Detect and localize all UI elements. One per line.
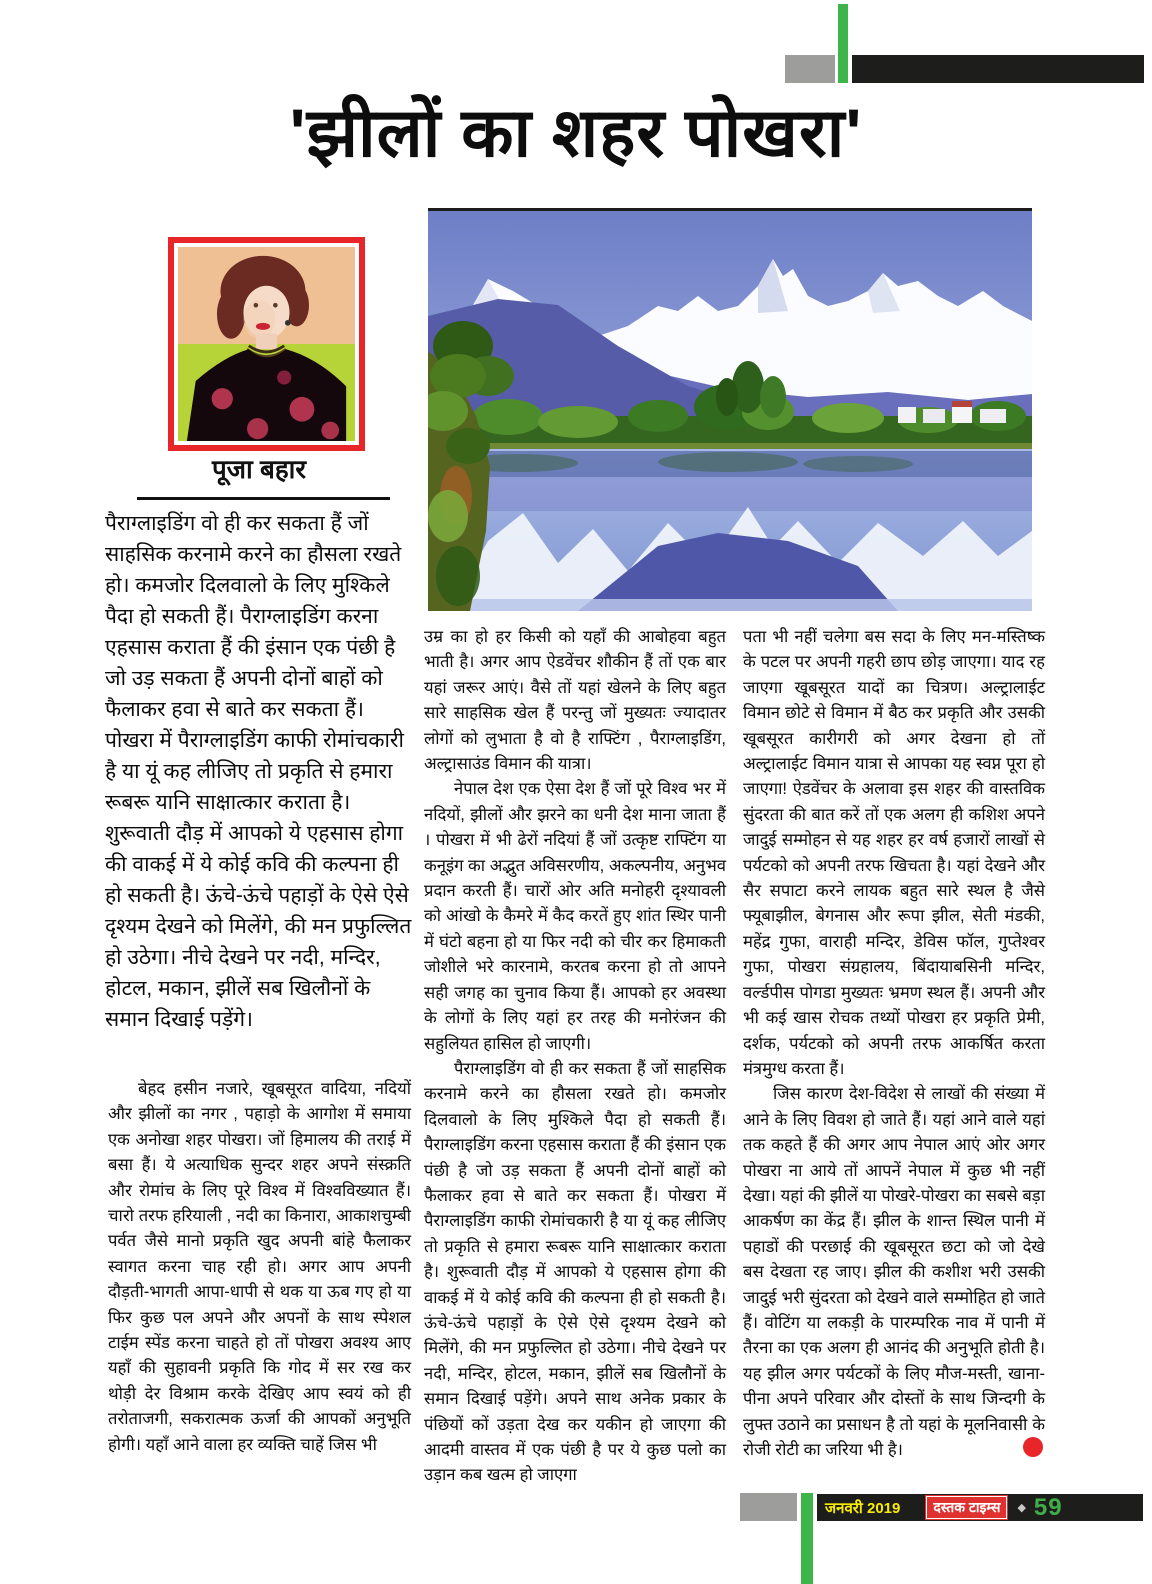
hero-photo — [428, 208, 1032, 611]
top-gray-block — [785, 55, 835, 83]
footer-date: जनवरी 2019 — [825, 1499, 901, 1517]
mountain-lake-illustration — [428, 211, 1032, 611]
paragraph: नेपाल देश एक ऐसा देश हैं जों पूरे विश्व भर में नदियों, झीलों और झरने का धनी देश माना जाता हैं । पोखरा में भी ढेरों नदियां हैं जों उत्कृष्ट राफ्टिंग या कनूइंग का अद्भुत अविसरणीय, अकल्पनीय, अनुभव प्रदान करती हैं। चारों ओर अति मनोहरी दृश्यावली को आंखो के कैमरे में कैद करतें हुए शांत स्थिर पानी में घंटो बहना हो या फिर नदी को चीर कर हिमाकती जोशीले भरे कारनामे, करतब करना हो तो आपने सही जगह का चुनाव किया हैं। आपको हर अवस्था के लोगों के लिए यहां हर तरह की मनोरंजन की सहुलियत हासिल हो जाएगी। — [424, 779, 726, 1053]
paragraph: उम्र का हो हर किसी को यहाँ की आबोहवा बहुत भाती है। अगर आप ऐडवेंचर शौकीन हैं तों एक बार यहां जरूर आएं। वैसे तों यहां खेलने के लिए बहुत सारे साहसिक खेल हैं परन्तु जों मुख्यतः ज्यादातर लोगों को लुभाता है वो है राफ्टिंग , पैराग्लाइडिंग, अल्ट्रासाउंड विमान की यात्रा। — [424, 627, 726, 774]
magazine-logo: दस्तक टाइम्स — [926, 1496, 1007, 1518]
column-left — [108, 1076, 411, 1457]
paragraph: जिस कारण देश-विदेश से लाखों की संख्या में आने के लिए विवश हो जाते हैं। यहां आने वाले यहां तक कहते हैं की अगर आप नेपाल आएं ओर अगर पोखरा ना आये तों आपनें नेपाल में कुछ भी नहीं देखा। यहां की झीलें या पोखरे-पोखरा का सबसे बड़ा आकर्षण का केंद्र हैं। झील के शान्त स्थिल पानी में पहाडों की परछाई की खूबसूरत छटा को जो देखे बस देखता रह जाए। झील की कशीश भरी उसकी जादुई भरी सुंदरता को देखने वाले सम्मोहित हो जाते हैं। वोटिंग या लकड़ी के पारम्परिक नाव में पानी में तैरना का एक अलग ही आनंद की अनुभूति होती है। यह झील अगर पर्यटकों के लिए मौज-मस्ती, खाना-पीना अपने परिवार और दोस्तों के साथ जिन्दगी के लुफ्त उठाने का प्रसाधन है तो यहां के मूलनिवासी के रोजी रोटी का जरिया भी है। — [743, 1084, 1045, 1459]
footer-green-bar — [801, 1493, 813, 1584]
column-middle — [424, 624, 726, 1488]
paragraph: पैराग्लाइडिंग वो ही कर सकता हैं जों साहसिक करनामे करने का हौसला रखते हो। कमजोर दिलवालो के लिए मुश्किले पैदा हो सकती हैं। पैराग्लाइडिंग करना एहसास कराता हैं की इंसान एक पंछी है जो उड़ सकता हैं अपनी दोनों बाहों को फैलाकर हवा से बाते कर सकता हैं। पोखरा में पैराग्लाइडिंग काफी रोमांचकारी है या यूं कह लीजिए तो प्रकृति से हमारा रूबरू यानि साक्षात्कार कराता है। शुरूवाती दौड़ में आपको ये एहसास होगा की वाकई में ये कोई कवि की कल्पना ही हो सकती है। ऊंचे-ऊंचे पहाड़ों के ऐसे ऐसे दृश्यम देखने को मिलेंगे, की मन प्रफुल्लित हो उठेगा। नीचे देखने पर नदी, मन्दिर, होटल, मकान, झीलें सब खिलौनों के समान दिखाई पड़ेंगे। अपने साथ अनेक प्रकार के पंछियों कों उड़ता देख कर यकीन हो जाएगा की आदमी वास्तव में एक पंछी है पर ये कुछ पलो का उड़ान कब खत्म हो जाएगा — [424, 1058, 727, 1485]
author-photo — [168, 237, 365, 451]
article-end-mark — [1023, 1437, 1043, 1457]
page-title: 'झीलों का शहर पोखरा' — [289, 95, 863, 171]
author-name: पूजा बहार — [211, 454, 307, 484]
author-divider — [137, 497, 390, 500]
paragraph: बेहद हसीन नजारे, खूबसूरत वादिया, नदियों और झीलों का नगर , पहाड़ो के आगोश में समाया एक अनोखा शहर पोखरा। जों हिमालय की तराई में बसा हैं। ये अत्याधिक सुन्दर शहर अपने संस्क्रति और रोमांच के लिए पूरे विश्व में विश्वविख्यात हैं। चारो तरफ हरियाली , नदी का किनारा, आकाशचुम्बी पर्वत जैसे मानो प्रकृति खुद अपनी बांहे फैलाकर स्वागत करना चाह रही हो। अगर आप अपनी दौड़ती-भागती आपा-धापी से थक या ऊब गए हो या फिर कुछ पल अपने और अपनों के साथ स्पेशल टाईम स्पेंड करना चाहते हो तों पोखरा अवश्य आए यहाँ की सुहावनी प्रकृति कि गोद में सर रख कर थोड़ी देर विश्राम करके देखिए आप स्वयं को ही तरोताजगी, सकरात्मक ऊर्जा की आपकों अनुभूति होगी। यहाँ आने वाला हर व्यक्ति चाहें जिस भी — [108, 1079, 411, 1454]
column-right — [743, 624, 1045, 1462]
top-green-bar — [838, 4, 848, 83]
article-intro: पैराग्लाइडिंग वो ही कर सकता हैं जों साहसिक करनामे करने का हौसला रखते हो। कमजोर दिलवालो के लिए मुश्किले पैदा हो सकती हैं। पैराग्लाइडिंग करना एहसास कराता हैं की इंसान एक पंछी है जो उड़ सकता हैं अपनी दोनों बाहों को फैलाकर हवा से बाते कर सकता हैं। पोखरा में पैराग्लाइडिंग काफी रोमांचकारी है या यूं कह लीजिए तो प्रकृति से हमारा रूबरू यानि साक्षात्कार कराता है। शुरूवाती दौड़ में आपको ये एहसास होगा की वाकई में ये कोई कवि की कल्पना ही हो सकती है। ऊंचे-ऊंचे पहाड़ों के ऐसे ऐसे दृश्यम देखने को मिलेंगे, की मन प्रफुल्लित हो उठेगा। नीचे देखने पर नदी, मन्दिर, होटल, मकान, झीलें सब खिलौनों के समान दिखाई पड़ेंगे। — [105, 512, 412, 1031]
footer-gray-block — [740, 1493, 797, 1521]
diamond-icon: ◆ — [1017, 1502, 1026, 1514]
footer-bar — [817, 1494, 1143, 1521]
author-portrait-illustration — [178, 247, 355, 441]
paragraph: पता भी नहीं चलेगा बस सदा के लिए मन-मस्तिष्क के पटल पर अपनी गहरी छाप छोड़ जाएगा। याद रह जाएगा खूबसूरत यादों का चित्रण। अल्ट्रालाईट विमान छोटे से विमान में बैठ कर प्रकृति और उसकी खूबसूरत कारीगरी को अगर देखना हो तों अल्ट्रालाईट विमान यात्रा से आपका यह स्वप्न पूरा हो जाएगा! ऐडवेंचर के अलावा इस शहर की वास्तविक सुंदरता की बात करें तों एक अलग ही कशिश अपने जादुई सम्मोहन से यह शहर हर वर्ष हजारों लाखों से पर्यटको को अपनी तरफ खिचता है। यहां देखने और सैर सपाटा करने लायक बहुत सारे स्थल है जैसे फ्यूबाझील, बेगनास और रूपा झील, सेती मंडकी, महेंद्र गुफा, वाराही मन्दिर, डेविस फॉल, गुप्तेश्वर गुफा, पोखरा संग्रहालय, बिंदायाबसिनी मन्दिर, वर्ल्डपीस पोगडा मुख्यतः भ्रमण स्थल हैं। अपनी और भी कई खास रोचक तथ्यों पोखरा हर प्रकृति प्रेमी, दर्शक, पर्यटको को अपनी तरफ आकर्षित करता मंत्रमुग्ध करता हैं। — [743, 627, 1045, 1078]
top-black-bar — [852, 55, 1144, 83]
page-number: 59 — [1033, 1493, 1063, 1521]
